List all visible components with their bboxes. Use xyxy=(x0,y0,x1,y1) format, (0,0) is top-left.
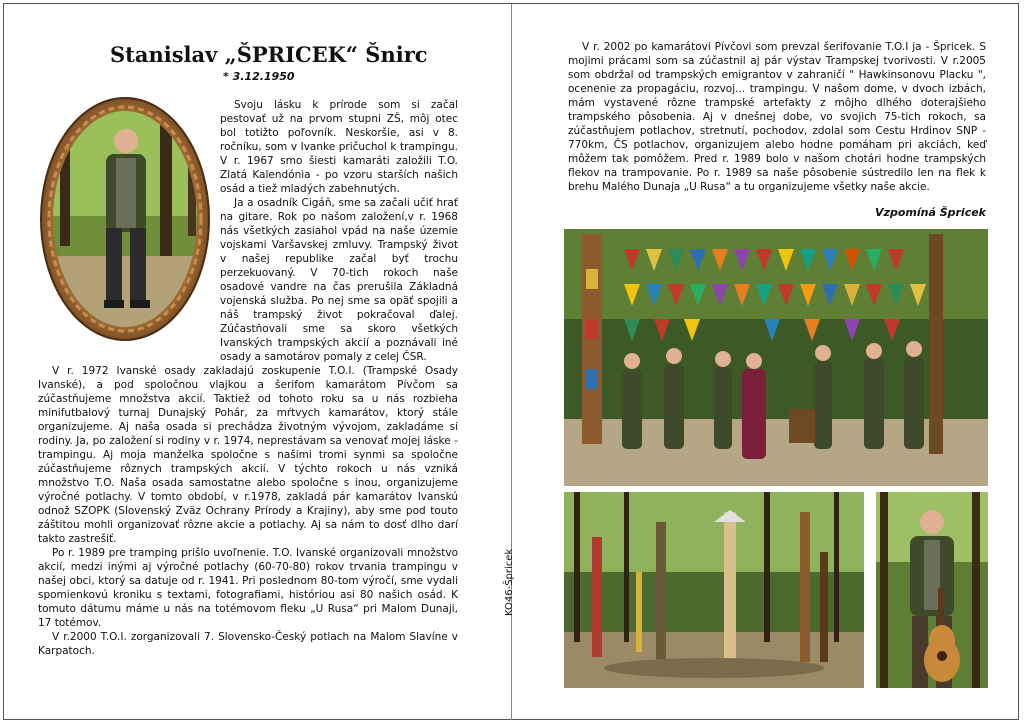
left-paragraph-4: Po r. 1989 pre tramping prišlo uvoľnenie. T.O. Ivanské organizovali množstvo akcií, medzi inými aj výročné potlachy (60-70-80) rokov trvania trampingu v našej obci, ktorý sa datuje od r. 1941. Pri poslednom 80-tom výročí, sme vydali spomienkovú kroniku s textami, fotografiami, históriou asi 80 našich osád. K tomuto dátumu máme u nás na totémovom fleku „U Rusa“ pri Malom Dunaji, 17 totémov. xyxy=(38,547,458,629)
right-article-body xyxy=(568,40,986,194)
article-title: Stanislav „ŠPRICEK“ Šnirc xyxy=(110,42,428,67)
left-paragraph-5: V r.2000 T.O.I. zorganizovali 7. Slovensko-Český potlach na Malom Slavíne v Karpatoch. xyxy=(38,631,458,657)
left-paragraph-2: Ja a osadník Cigáň, sme sa začali učiť hrať na gitare. Rok po našom založení,v r. 1968 nás všetkých zasiahol vpád na naše územie vojskami Varšavskej zmluvy. Trampský život v našej republike začal byť trochu perzekuovaný. V 70-tich rokoch naše osadové vandre na čas prerušila Základná vojenská služba. Po nej sme sa opäť spojili a náš trampský život pokračoval ďalej. Zúčastňovali sme sa skoro všetkých Ivanských trampských akcií a poznávali iné osady a samotárov pomaly z celej ČSR. xyxy=(220,197,458,363)
totem-field-photo xyxy=(564,492,864,688)
left-article-body xyxy=(38,98,458,658)
signature: Vzpomíná Špricek xyxy=(875,206,986,219)
right-paragraph-1: V r. 2002 po kamarátovi Pívčovi som prevzal šerifovanie T.O.I ja - Špricek. S mojimi prácami som sa zúčastnil aj pár výstav Trampskej tvorivosti. V r.2005 som obdržal od trampských emigrantov v zahraničí " Hawkinsonovu Placku ", ocenenie za propagáciu, rozvoj... trampingu. V našom dome, v dvoch izbách, mám vystavené rôzne trampské artefakty z môjho dlhého doterajšieho trampského pôsobenia. Aj v dnešnej dobe, vo svojich 75-tich rokoch, sa zúčastňujem potlachov, stretnutí, pochodov, zdolal som Cestu Hrdinov SNP - 770km, ČS potlachov, organizujem alebo hodne pomáham pri akciách, keď môžem tak pomôžem. Pred r. 1989 bolo v našom chotári hodne trampských flekov na trampovanie. Po r. 1989 sa naše pôsobenie sústredilo len na flek k brehu Malého Dunaja „U Rusa“ a tu organizujeme všetky naše akcie. xyxy=(568,41,986,193)
group-photo-with-flags xyxy=(564,229,988,486)
page-label: KO46-Špricek xyxy=(504,548,515,616)
portrait-text-wrap-spacer xyxy=(38,98,220,360)
birth-date: * 3.12.1950 xyxy=(223,70,295,83)
man-with-guitar-photo xyxy=(876,492,988,688)
left-paragraph-1: Svoju lásku k prírode som si začal pestovať už na prvom stupni ZŠ, môj otec bol totižto poľovník. Neskoršie, asi v 8. ročníku, som v Ivanke pričuchol k trampingu. V r. 1967 smo šiesti kamaráti založili T.O. Zlatá Kalendónia - po vzoru starších našich osád a tiež mladých zabehnutých. xyxy=(220,99,458,195)
left-paragraph-3: V r. 1972 Ivanské osady zakladajú zoskupenie T.O.I. (Trampské Osady Ivanské), a pod spoločnou vlajkou a šerifom kamarátom Pívčom sa zúčastňujeme množstva akcií. Taktiež od tohoto roku sa u nás rozbieha minifutbalový turnaj Dunajský Pohár, za mŕtvych kamarátov, ktorý stále organizujeme. Aj naša osada si prechádza životným vývojom, zakladáme si rodiny. Ja, po založení si rodiny v r. 1974, neprestávam sa venovať mojej láske - trampingu. Aj moja manželka spoločne s našimi tromi synmi sa spoločne zúčastňujeme rôznych trampských akcií. V týchto rokoch u nás vzniká množstvo T.O. Naša osada samostatne alebo spoločne s inou, organizujeme výročné potlachy. V tomto období, v r.1978, zakladá pár kamarátov Ivanskú odnož SZOPK (Slovenský Zväz Ochrany Prírody a Krajiny), aby sme pod touto záštitou mohli organizovať rôzne akcie a potlachy. Aj sa nám to dosť dlho darí takto zastrešiť. xyxy=(38,365,458,545)
